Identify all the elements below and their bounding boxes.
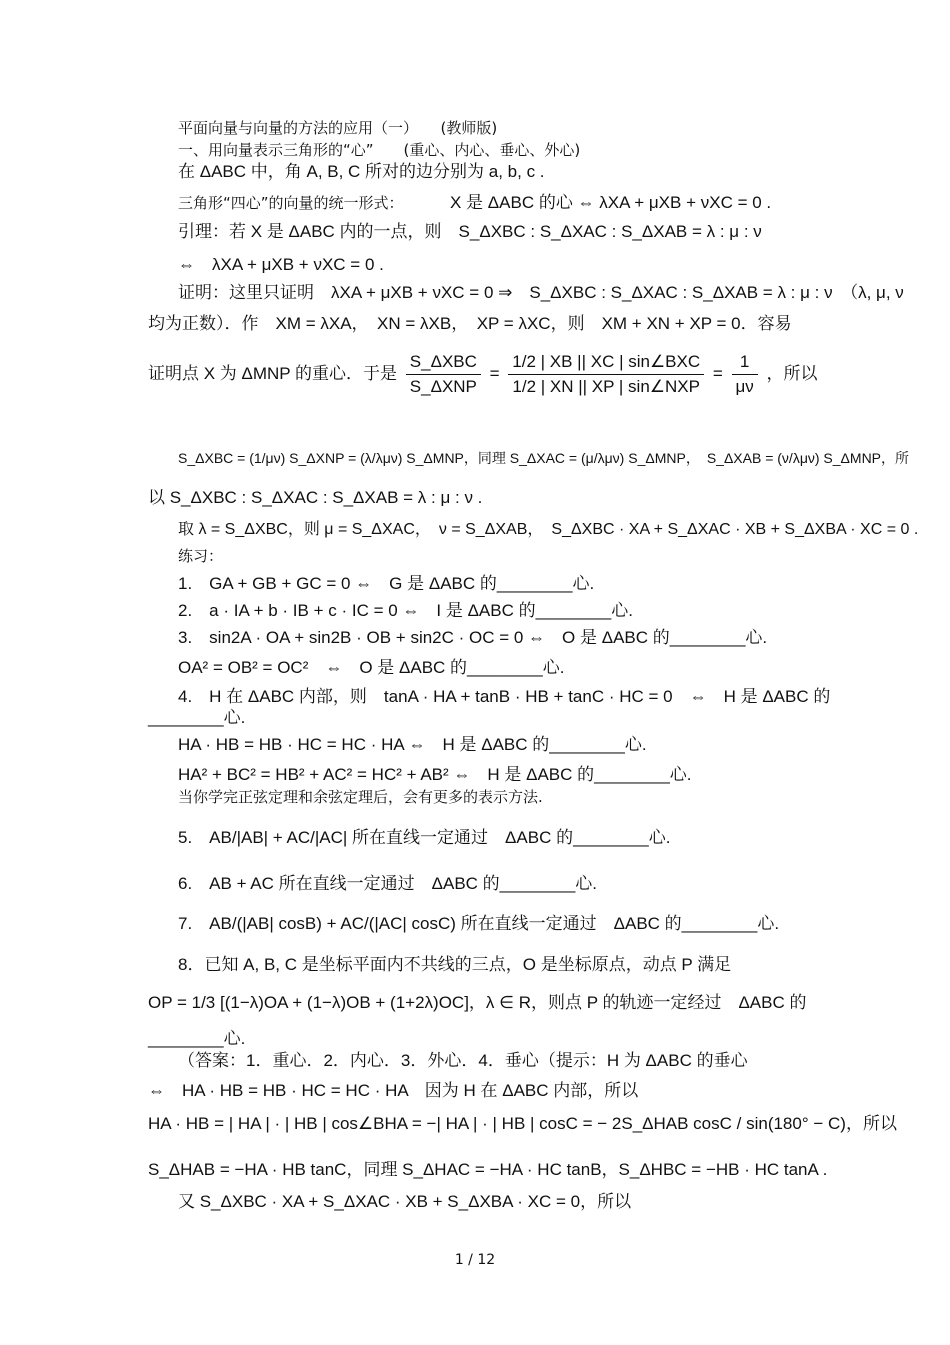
exercise-4: 4. H 在 ΔABC 内部，则 tanA · HA + tanB · HB + tanC · HC = 0 ⇔ H 是 ΔABC 的 — [178, 687, 831, 706]
ratio-right-numerator: 1 — [732, 350, 758, 375]
section-heading: 一、用向量表示三角形的“心” (重心、内心、垂心、外心) — [178, 141, 581, 159]
page-number: 1 / 12 — [454, 1252, 496, 1268]
ratio-middle-numerator: 1/2 | XB || XC | sin∠BXC — [508, 350, 704, 375]
ratio-middle-denominator: 1/2 | XN || XP | sin∠NXP — [512, 377, 700, 396]
exercise-4b: HA · HB = HB · HC = HC · HA ⇔ H 是 ΔABC 的________心. — [178, 735, 647, 754]
answer-line-3: HA · HB = | HA | · | HB | cos∠BHA = −| HA | · | HB | cosC = − 2S_ΔHAB cosC / sin(180° − C)，所以 — [148, 1114, 897, 1133]
proof-line-2: 均为正数）．作 XM = λXA， XN = λXB， XP = λXC，则 XM + XN + XP = 0．容易 — [148, 314, 792, 333]
exercise-4c: HA² + BC² = HB² + AC² = HC² + AB² ⇔ H 是 ΔABC 的________心. — [178, 765, 692, 784]
exercise-1: 1. GA + GB + GC = 0 ⇔ G 是 ΔABC 的________心. — [178, 574, 595, 593]
ratio-right-denominator: μν — [735, 377, 754, 396]
exercise-8-blank: ________心. — [148, 1029, 246, 1048]
proof-line-5: 以 S_ΔXBC : S_ΔXAC : S_ΔXAB = λ : μ : ν . — [148, 488, 483, 507]
ratio-left-denominator: S_ΔXNP — [409, 377, 477, 396]
ratio-right-fraction — [732, 350, 758, 399]
exercise-6: 6. AB + AC 所在直线一定通过 ΔABC 的________心. — [178, 874, 598, 893]
lemma-line: 引理：若 X 是 ΔABC 内的一点，则 S_ΔXBC : S_ΔXAC : S_ΔXAB = λ : μ : ν — [178, 222, 762, 241]
unified-label: 三角形“四心”的向量的统一形式： — [178, 194, 404, 212]
exercise-7: 7. AB/(|AB| cosB) + AC/(|AC| cosC) 所在直线一定通过 ΔABC 的________心. — [178, 914, 780, 933]
answer-line-2: ⇔ HA · HB = HB · HC = HC · HA 因为 H 在 ΔABC 内部，所以 — [148, 1081, 639, 1100]
exercise-2: 2. a · IA + b · IB + c · IC = 0 ⇔ I 是 ΔABC 的________心. — [178, 601, 633, 620]
intro-line: 在 ΔABC 中，角 A, B, C 所对的边分别为 a, b, c . — [178, 162, 545, 181]
proof-line-4: S_ΔXBC = (1/μν) S_ΔXNP = (λ/λμν) S_ΔMNP，同理 S_ΔXAC = (μ/λμν) S_ΔMNP， S_ΔXAB = (ν/λμν) S_ΔMNP，所 — [178, 450, 910, 466]
exercise-8b: OP = 1/3 [(1−λ)OA + (1−λ)OB + (1+2λ)OC]，λ ∈ R，则点 P 的轨迹一定经过 ΔABC 的 — [148, 993, 807, 1012]
lemma-equivalence: ⇔ λXA + μXB + νXC = 0 . — [178, 255, 384, 274]
unified-formula: X 是 ΔABC 的心 ⇔ λXA + μXB + νXC = 0 . — [450, 193, 772, 212]
proof-line-6: 取 λ = S_ΔXBC，则 μ = S_ΔXAC， ν = S_ΔXAB， S_ΔXBC · XA + S_ΔXAC · XB + S_ΔXBA · XC = 0 . — [178, 521, 919, 538]
answer-line-5: 又 S_ΔXBC · XA + S_ΔXAC · XB + S_ΔXBA · XC = 0，所以 — [178, 1192, 632, 1211]
exercise-3b: OA² = OB² = OC² ⇔ O 是 ΔABC 的________心. — [178, 658, 565, 677]
answer-line-1: （答案：1．重心．2．内心．3．外心．4．垂心（提示：H 为 ΔABC 的垂心 — [178, 1051, 748, 1070]
exercise-3: 3. sin2A · OA + sin2B · OB + sin2C · OC = 0 ⇔ O 是 ΔABC 的________心. — [178, 628, 768, 647]
doc-title: 平面向量与向量的方法的应用（一） (教师版) — [178, 119, 498, 137]
practice-label: 练习： — [178, 547, 224, 565]
proof-ratio-prefix: 证明点 X 为 ΔMNP 的重心．于是 — [148, 363, 398, 383]
proof-ratio-line: 证明点 X 为 ΔMNP 的重心．于是 $\frac{\text{S\_ΔXBC}}{\text{S\_ΔXNP}}$ = $\frac{\text{1/2 | XB || XC | sin∠BXC}}{\text{1/2 | XN || XP | sin∠NXP}}$ = $\frac{1}{\mu\nu}$ ，所以 — [148, 350, 818, 399]
exercise-5: 5. AB/|AB| + AC/|AC| 所在直线一定通过 ΔABC 的________心. — [178, 828, 671, 847]
exercise-8: 8．已知 A, B, C 是坐标平面内不共线的三点，O 是坐标原点，动点 P 满足 — [178, 955, 732, 974]
exercise-4-blank: ________心. — [148, 708, 246, 727]
answer-line-4: S_ΔHAB = −HA · HB tanC，同理 S_ΔHAC = −HA · HC tanB，S_ΔHBC = −HB · HC tanA . — [148, 1160, 828, 1179]
ratio-middle-fraction — [508, 350, 704, 399]
note-line: 当你学完正弦定理和余弦定理后，会有更多的表示方法. — [178, 788, 543, 806]
proof-line-1: 证明：这里只证明 λXA + μXB + νXC = 0 ⇒ S_ΔXBC : S_ΔXAC : S_ΔXAB = λ : μ : ν （λ, μ, ν — [178, 283, 904, 302]
proof-ratio-suffix: ，所以 — [766, 363, 818, 383]
ratio-left-fraction — [406, 350, 481, 399]
ratio-left-numerator: S_ΔXBC — [406, 350, 481, 375]
